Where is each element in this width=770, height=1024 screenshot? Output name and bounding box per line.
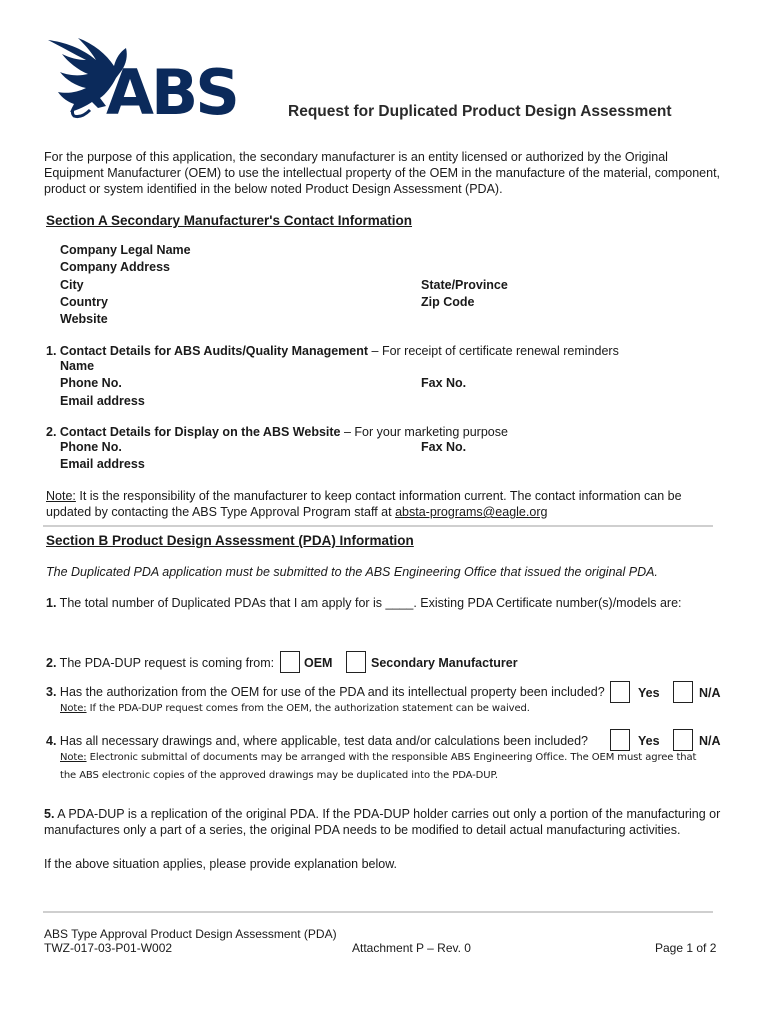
q2-oem-checkbox[interactable]: [280, 651, 300, 673]
country-label: Country: [60, 295, 108, 309]
company-legal-name-label: Company Legal Name: [60, 243, 191, 257]
contact1-name-label: Name: [60, 359, 95, 373]
city-label: City: [60, 278, 84, 292]
explanation-prompt: If the above situation applies, please provide explanation below.: [44, 857, 398, 871]
q4-note: [60, 752, 728, 763]
footer-attachment: Attachment P – Rev. 0: [352, 941, 471, 955]
q5-text: A PDA-DUP is a replication of the original PDA. If the PDA-DUP holder carries out only a portion of the manufacturing or manufactures only a part of a series, the original PDA needs to be modified to detail actual manufacturing activities.: [44, 807, 721, 837]
q3-text: Has the authorization from the OEM for use of the PDA and its intellectual property been included?: [56, 685, 605, 699]
q4-note-line1: Electronic submittal of documents may be arranged with the responsible ABS Engineering Office. The OEM must agree that: [86, 752, 697, 763]
q3-note-text: If the PDA-DUP request comes from the OEM, the authorization statement can be waived.: [86, 703, 530, 714]
q4-number: 4.: [46, 734, 57, 748]
question-1: [46, 595, 682, 611]
contact2-email-label: Email address: [60, 457, 145, 471]
q2-number: 2.: [46, 656, 57, 670]
q3-note: [60, 703, 530, 714]
q1-number: 1.: [46, 596, 57, 610]
q3-na-label: N/A: [699, 686, 721, 700]
question-3: [46, 684, 605, 700]
intro-paragraph: For the purpose of this application, the secondary manufacturer is an entity licensed or authorized by the Original Equipment Manufacturer (OEM) to use the intellectual property of the OEM in the manufacture of the material, component, product or system identified in the below noted Product Design Assessment (PDA).: [44, 150, 721, 196]
contact2-phone-label: Phone No.: [60, 440, 122, 454]
q4-na-label: N/A: [699, 734, 721, 748]
question-5: [44, 806, 728, 838]
footer-page-number: Page 1 of 2: [655, 941, 717, 955]
contact2-heading: [46, 424, 508, 440]
section-a-title: Section A Secondary Manufacturer's Contact Information: [46, 213, 413, 228]
q3-na-checkbox[interactable]: [673, 681, 693, 703]
q4-yes-checkbox[interactable]: [610, 729, 630, 751]
state-province-label: State/Province: [421, 278, 508, 292]
q2-oem-label: OEM: [304, 656, 333, 670]
q3-note-label: Note:: [60, 703, 87, 714]
q2-secondary-label: Secondary Manufacturer: [371, 656, 518, 670]
zip-code-label: Zip Code: [421, 295, 475, 309]
q5-number: 5.: [44, 807, 55, 821]
contact1-heading-suffix: – For receipt of certificate renewal reminders: [368, 344, 619, 358]
note-text: It is the responsibility of the manufacturer to keep contact information current. The contact information can be updated by contacting the ABS Type Approval Program staff at: [46, 489, 682, 519]
contact1-heading: [46, 343, 619, 359]
question-2: [46, 655, 274, 671]
contact2-fax-label: Fax No.: [421, 440, 467, 454]
company-address-label: Company Address: [60, 260, 170, 274]
divider: [43, 525, 713, 527]
footer-doc-code: TWZ-017-03-P01-W002: [44, 941, 173, 955]
q3-yes-checkbox[interactable]: [610, 681, 630, 703]
contact1-heading-bold: 1. Contact Details for ABS Audits/Quality Management: [46, 344, 369, 358]
q4-text: Has all necessary drawings and, where applicable, test data and/or calculations been included?: [56, 734, 589, 748]
q2-secondary-checkbox[interactable]: [346, 651, 366, 673]
section-b-subtitle: The Duplicated PDA application must be submitted to the ABS Engineering Office that issued the original PDA.: [46, 565, 658, 579]
note-label: Note:: [46, 489, 76, 503]
contact2-heading-suffix: – For your marketing purpose: [340, 425, 508, 439]
section-b-title: Section B Product Design Assessment (PDA) Information: [46, 533, 414, 548]
contact2-heading-bold: 2. Contact Details for Display on the ABS Website: [46, 425, 341, 439]
q3-number: 3.: [46, 685, 57, 699]
website-label: Website: [60, 312, 108, 326]
logo-text: ABS: [106, 56, 237, 129]
footer-divider: [43, 911, 713, 913]
q4-yes-label: Yes: [638, 734, 660, 748]
q2-text: The PDA-DUP request is coming from:: [56, 656, 275, 670]
footer-doc-title: ABS Type Approval Product Design Assessment (PDA): [44, 927, 337, 941]
q3-yes-label: Yes: [638, 686, 660, 700]
q4-na-checkbox[interactable]: [673, 729, 693, 751]
q4-note-line2: the ABS electronic copies of the approved drawings may be duplicated into the PDA-DUP.: [60, 770, 498, 781]
page-title: Request for Duplicated Product Design Assessment: [288, 103, 672, 120]
q4-note-label: Note:: [60, 752, 87, 763]
contact-note: [46, 488, 716, 520]
q1-text: The total number of Duplicated PDAs that I am apply for is ____. Existing PDA Certificate number(s)/models are:: [56, 596, 682, 610]
abs-logo: [44, 36, 274, 129]
note-email-link[interactable]: absta-programs@eagle.org: [395, 505, 548, 519]
contact1-phone-label: Phone No.: [60, 376, 122, 390]
contact1-email-label: Email address: [60, 394, 145, 408]
question-4: [46, 733, 588, 749]
contact1-fax-label: Fax No.: [421, 376, 467, 390]
